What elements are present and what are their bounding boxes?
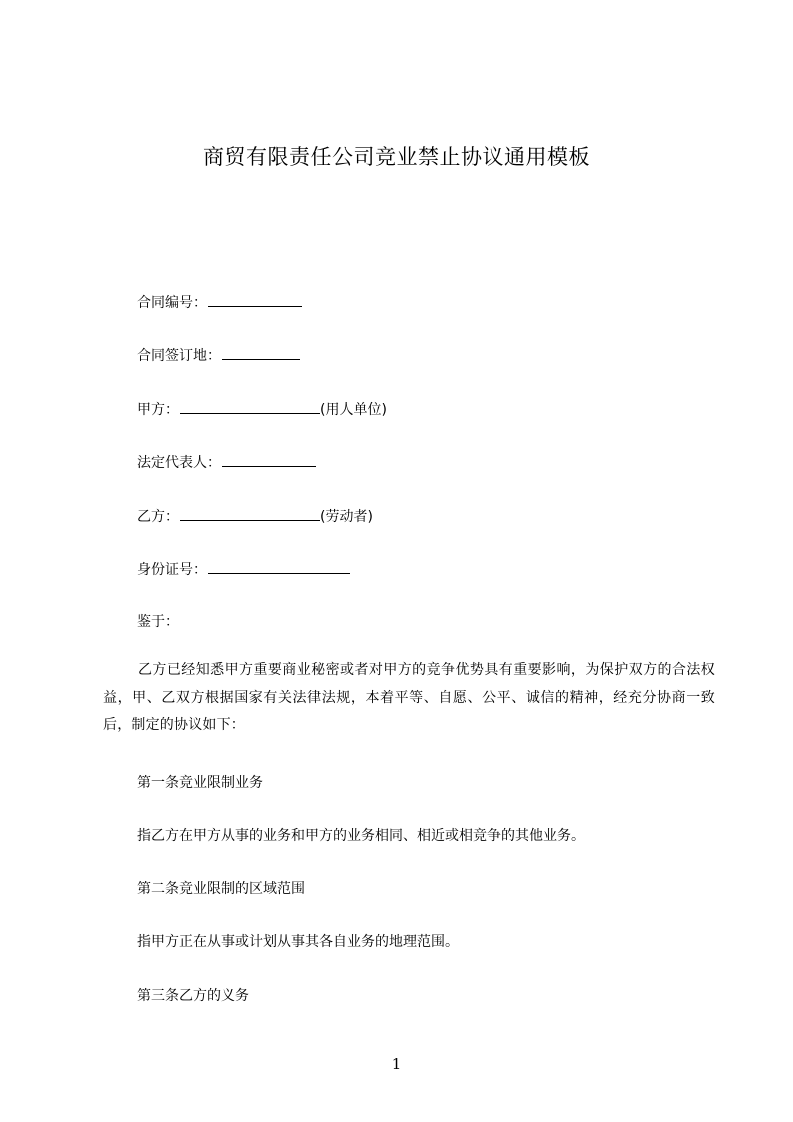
preamble-text: 乙方已经知悉甲方重要商业秘密或者对甲方的竞争优势具有重要影响，为保护双方的合法权益，甲、乙双方根据国家有关法律法规，本着平等、自愿、公平、诚信的精神，经充分协商一致后，制定的协议如下：: [103, 662, 715, 733]
party-b-suffix: (劳动者): [320, 509, 373, 525]
legal-representative-field: [137, 452, 316, 473]
party-a-blank: [180, 399, 320, 414]
preamble-paragraph: [103, 657, 715, 740]
contract-number-blank: [208, 292, 302, 307]
document-title: 商贸有限责任公司竞业禁止协议通用模板: [203, 145, 590, 169]
whereas-label: 鉴于：: [137, 614, 179, 630]
id-number-blank: [208, 559, 350, 574]
party-a-field: [137, 399, 387, 420]
article-2-body: 指甲方正在从事或计划从事其各自业务的地理范围。: [137, 934, 459, 950]
party-a-suffix: (用人单位): [320, 402, 387, 418]
page-number: 1: [391, 1055, 402, 1073]
contract-number-label: 合同编号：: [137, 295, 207, 311]
signing-place-field: [137, 345, 300, 366]
signing-place-blank: [222, 345, 300, 360]
party-b-blank: [180, 506, 320, 521]
legal-representative-blank: [222, 452, 316, 467]
signing-place-label: 合同签订地：: [137, 348, 221, 364]
party-b-field: [137, 506, 373, 527]
article-1-heading: 第一条竞业限制业务: [137, 775, 263, 791]
id-number-label: 身份证号：: [137, 562, 207, 578]
article-3-heading: 第三条乙方的义务: [137, 988, 249, 1004]
contract-number-field: [137, 292, 302, 313]
article-1-body: 指乙方在甲方从事的业务和甲方的业务相同、相近或相竞争的其他业务。: [137, 828, 585, 844]
party-b-label: 乙方：: [137, 509, 179, 525]
article-2-heading: 第二条竞业限制的区域范围: [137, 881, 305, 897]
id-number-field: [137, 559, 350, 580]
legal-representative-label: 法定代表人：: [137, 455, 221, 471]
party-a-label: 甲方：: [137, 402, 179, 418]
